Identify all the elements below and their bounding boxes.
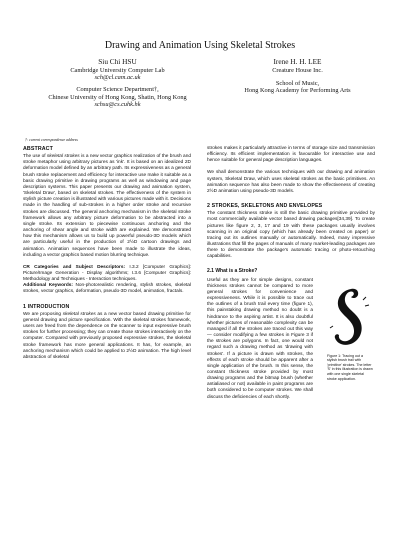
- author-block-2: [210, 58, 385, 95]
- cr-categories: CR Categories and Subject Descriptors: I.3.2 [Computer Graphics]: Picture/Image Generation - Display algorithms; I.3.6 [Computer Graphics]: Methodology and Techniques - Interaction techniques.: [23, 264, 191, 283]
- left-column: [23, 146, 191, 361]
- abstract-paragraph: The use of skeletal strokes is a new vector graphics realization of the brush and stroke metaphor using arbitrary pictures as 'ink'. It is based on an idealized 2D deformation model defined by an arbitrary path. Its expressiveness as a general brush stroke replacement and efficiency for interactive use make it suitable as a basic drawing primitive in drawing programs as well as windowing and page description systems. This paper presents our drawing and animation system, 'Skeletal Draw', based on skeletal strokes. The effectiveness of the system in stylish picture creation is illustrated with various pictures made with it. Decisions made in the handling of sub-strokes in a higher order stroke and recursive strokes are discussed. The general anchoring mechanism in the skeletal stroke framework allows any arbitrary picture deformation to be abstracted into a single stroke. Its extension to piecewise continuous anchoring and the anchoring of shear angle and stroke width are explained. We demonstrated how this mechanism allows us to build up powerful pseudo-3D models which are particularly useful in the production of 2½D cartoon drawings and animation. Animation sequences have been made to illustrate the ideas, including a vector graphics based motion blurring technique.: [23, 154, 191, 258]
- body-paragraph: We shall demonstrate the various techniques with our drawing and animation system, Skeletal Draw, which uses skeletal strokes as the basic primitives. An animation sequence has also been made to show the effectiveness of creating 2½D animation using pseudo-3D models.: [207, 170, 375, 194]
- section-2-1-paragraph: Useful as they are for simple designs, constant thickness strokes cannot be compared to more general strokes for convenience and expressiveness. While it is possible to trace out the outlines of a brush trail every time (figure 1), this painstaking drawing method no doubt is a hindrance to the aspiring artist. It is also doubtful whether pictures of reasonable complexity can be managed if all the strokes are traced out this way — consider modifying a few strokes in Figure 3 if the strokes are polygons. In fact, one would not regard such a drawing method as 'drawing with strokes'. If a picture is drawn with strokes, the effects of each stroke should be apparent after a single application of the brush. In this sense, the constant thickness stroke provided by most drawing programs and the bitmap brush (whether antialiased or not) available in paint programs are both considered to be computer strokes. We shall discuss the deficiencies of each shortly.: [207, 277, 313, 400]
- author-email: sch@cl.cam.ac.uk: [94, 74, 141, 81]
- figure-1-brush-stroke-image: [325, 286, 375, 350]
- author-institution: Hong Kong Academy for Performing Arts: [244, 87, 351, 95]
- figure-1-caption: Figure 1: Tracing out a stylish brush trail with 'primitive' strokes. The letter 'S' in this illustration is drawn with one single skeletal stroke application.: [327, 353, 373, 381]
- author-department-email: schsu@cs.cuhk.hk: [94, 101, 141, 109]
- section-2-paragraph: The constant thickness stroke is still the basic drawing primitive provided by most commercially available vector based drawing packages[34,39]. To create pictures like figure 2, 3, 17 and 19 with these packages usually involves scanning in an original copy (which has already been created on paper) or tracing out its outlines manually or automatically. Indeed, many impressive illustrations that fill the pages of manuals of many market-leading packages are there to demonstrate the package's automatic tracing or photo-retouching capabilities.: [207, 211, 375, 260]
- author-department: Computer Science Department†,: [76, 86, 159, 94]
- introduction-heading: 1 INTRODUCTION: [23, 303, 70, 310]
- author-institution: Chinese University of Hong Kong, Shatin, Hong Kong: [48, 93, 187, 101]
- additional-keywords: Additional Keywords: Non-photorealistic rendering, stylish strokes, skeletal strokes, vector graphics, deformation, pseudo-3D model, animation, fractals.: [23, 283, 191, 295]
- author-affiliation: Creature House Inc.: [272, 66, 323, 74]
- paper-title: Drawing and Animation Using Skeletal Strokes: [104, 40, 296, 51]
- correspondence-footnote: †: current correspondence address: [25, 138, 78, 142]
- section-2-1-heading: 2.1 What is a Stroke?: [207, 267, 258, 274]
- introduction-paragraph: We are proposing skeletal strokes as a new vector based drawing primitive for general drawing and picture specification. With the skeletal strokes framework, users are freed from the dependence on the scanner to input expressive brush strokes for further processing; they can create those strokes interactively on the computer. Compared with previously proposed expressive strokes, the skeletal stroke framework has more general applications. It has, for example, an anchoring mechanism which could be applied to 2½D animation. The high level abstraction of skeletal: [23, 311, 191, 360]
- author-name: Irene H. H. LEE: [273, 57, 322, 66]
- author-block-1: [25, 58, 210, 109]
- section-2-1-body: [207, 277, 375, 400]
- author-affiliation: Cambridge University Computer Lab: [70, 66, 165, 74]
- abstract-heading: ABSTRACT: [23, 146, 53, 152]
- body-paragraph: strokes makes it particularly attractive in terms of storage size and transmission efficiency. Its efficient implementation is favourable for interactive use and hence suitable for general page description languages.: [207, 146, 375, 164]
- right-column: [207, 146, 375, 400]
- author-department: School of Music,: [275, 80, 320, 87]
- section-2-heading: 2 STROKES, SKELETONS AND ENVELOPES: [207, 203, 323, 210]
- author-name: Siu Chi HSU: [98, 57, 137, 66]
